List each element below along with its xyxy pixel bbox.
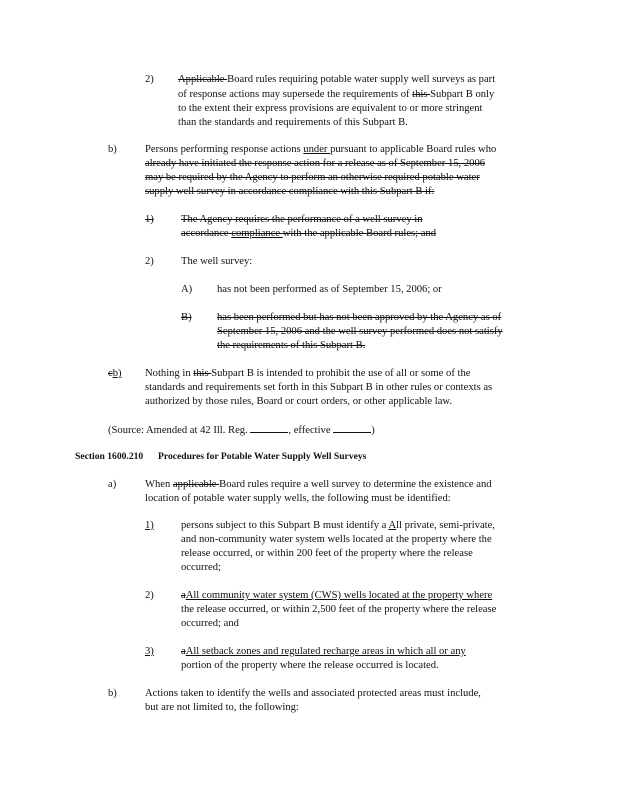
struck-line xyxy=(181,227,436,241)
struck-line: September 15, 2006 and the well survey performed does not satisfy xyxy=(217,326,503,337)
text-run: (Source: Amended at 42 Ill. Reg. xyxy=(108,425,251,436)
struck-text: a xyxy=(181,590,186,601)
text-run: Persons performing response actions xyxy=(145,144,304,155)
item-number: 2) xyxy=(145,256,154,267)
source-note xyxy=(108,422,375,438)
struck-text: this xyxy=(412,89,431,100)
paragraph-line: The well survey: xyxy=(181,256,253,267)
struck-text: applicable xyxy=(172,479,220,490)
item-number: 1) xyxy=(145,214,154,225)
text-run: ll private, semi-private, xyxy=(396,520,495,531)
paragraph-line: occurred; and xyxy=(181,618,239,629)
text-run: Subpart B only xyxy=(430,89,495,100)
item-letter: b) xyxy=(108,144,117,155)
section-number: Section 1600.210 xyxy=(75,451,144,462)
underlined-text: All setback zones and regulated recharge areas in which all or any xyxy=(185,646,466,657)
text-run: Nothing in xyxy=(145,368,194,379)
struck-line: The Agency requires the performance of a well survey in xyxy=(181,214,423,225)
paragraph-line: Actions taken to identify the wells and associated protected areas must include, xyxy=(145,688,481,699)
paragraph-line: to the extent their express provisions are equivalent to or more stringent xyxy=(178,103,483,114)
text-run: When xyxy=(145,479,173,490)
struck-text: under xyxy=(303,144,331,155)
text-run: persons subject to this Subpart B must identify a xyxy=(181,520,389,531)
text-run: Board rules require a well survey to determine the existence and xyxy=(219,479,492,490)
blank-field xyxy=(250,422,288,433)
paragraph-line: location of potable water supply wells, the following must be identified: xyxy=(145,493,451,504)
paragraph-line: than the standards and requirements of this Subpart B. xyxy=(178,117,408,128)
underlined-text: compliance xyxy=(231,228,283,239)
paragraph-line: the release occurred, or within 2,500 feet of the property where the release xyxy=(181,604,497,615)
blank-field xyxy=(333,422,371,433)
text-run: Board rules requiring potable water supply well surveys as part xyxy=(227,74,496,85)
struck-text: Applicable xyxy=(178,74,228,85)
struck-line: the requirements of this Subpart B. xyxy=(217,340,366,351)
paragraph-line: portion of the property where the release occurred is located. xyxy=(181,660,439,671)
paragraph-line xyxy=(181,519,495,533)
paragraph-line: has not been performed as of September 15, 2006; or xyxy=(217,284,442,295)
item-letter: b) xyxy=(108,688,117,699)
item-letter xyxy=(108,367,122,381)
text-run: with the applicable Board rules; and xyxy=(282,228,437,239)
struck-line: may be required by the Agency to perform an otherwise required potable water xyxy=(145,172,480,183)
paragraph-line: standards and requirements set forth in this Subpart B in other rules or contexts as xyxy=(145,382,493,393)
struck-line: already have initiated the response action for a release as of September 15, 2006 xyxy=(145,158,486,169)
struck-text: a xyxy=(181,646,186,657)
paragraph-line xyxy=(181,645,466,659)
paragraph-line: but are not limited to, the following: xyxy=(145,702,299,713)
paragraph-line xyxy=(181,589,492,603)
underlined-text: A xyxy=(388,520,397,531)
text-run: Subpart B is intended to prohibit the use of all or some of the xyxy=(211,368,471,379)
struck-line: has been performed but has not been approved by the Agency as of xyxy=(217,312,502,323)
text-run: accordance xyxy=(181,228,232,239)
paragraph-line xyxy=(178,73,495,87)
underlined-text: b) xyxy=(112,368,122,379)
paragraph-line xyxy=(178,88,494,102)
paragraph-line xyxy=(145,367,470,381)
text-run: ) xyxy=(371,425,375,436)
item-letter: a) xyxy=(108,479,117,490)
paragraph-line: and non-community water system wells located at the property where the xyxy=(181,534,492,545)
paragraph-line: occurred; xyxy=(181,562,221,573)
underlined-text: All community water system (CWS) wells located at the property where xyxy=(185,590,493,601)
paragraph-line: release occurred, or within 200 feet of the property where the release xyxy=(181,548,473,559)
struck-line: supply well survey in accordance compliance with this Subpart B if: xyxy=(145,186,435,197)
paragraph-line: authorized by those rules, Board or court orders, or other applicable law. xyxy=(145,396,453,407)
struck-text: this xyxy=(193,368,212,379)
text-run: pursuant to applicable Board rules who xyxy=(330,144,497,155)
text-run: of response actions may supersede the requirements of xyxy=(178,89,413,100)
item-number: 3) xyxy=(145,646,154,657)
item-number: 1) xyxy=(145,520,154,531)
paragraph-line xyxy=(145,143,496,157)
struck-text: c xyxy=(108,368,113,379)
item-letter: A) xyxy=(181,284,193,295)
item-letter: B) xyxy=(181,312,192,323)
item-number: 2) xyxy=(145,590,154,601)
section-title: Procedures for Potable Water Supply Well Surveys xyxy=(158,451,367,462)
text-run: , effective xyxy=(288,425,334,436)
paragraph-line xyxy=(145,478,492,492)
item-number: 2) xyxy=(145,74,154,85)
